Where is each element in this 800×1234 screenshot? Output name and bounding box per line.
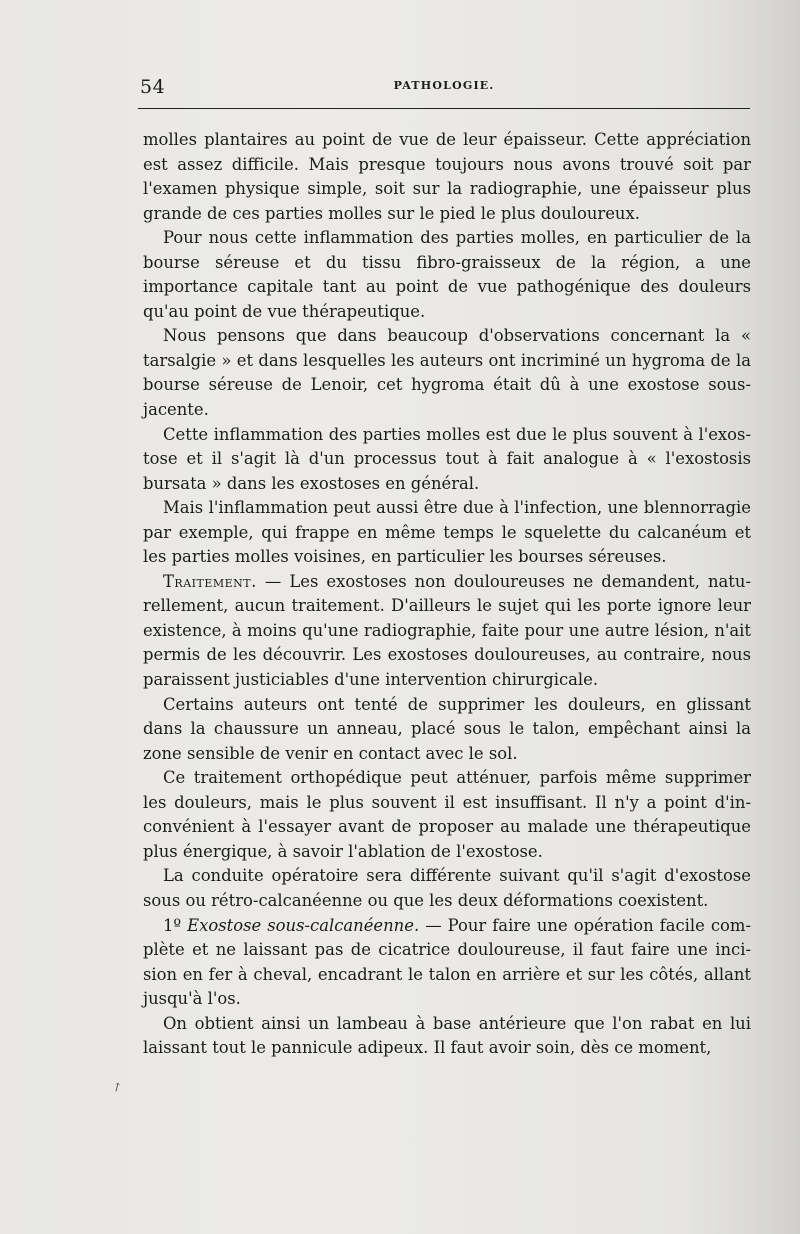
paragraph: Cette inflammation des parties molles est due le plus souvent à l'exostose et il s'agit là d'un processus tout à fait analogue à « l'exostosis bursata » dans les exostoses en général. [143,424,751,493]
paragraph: La conduite opératoire sera différente suivant qu'il s'agit d'exostose sous ou rétro-calcanéenne ou que les deux déformations coexistent. [143,866,751,910]
section-number: 1º [163,915,182,935]
paragraph: Pour nous cette inflammation des parties molles, en particulier de la bourse séreuse et du tissu fibro-graisseux de la région, a une importance capitale tant au point de vue pathogénique des douleurs qu'au point de vue thérapeutique. [143,228,751,321]
section-heading-exostose: Exostose sous-calcanéenne. [187,915,420,935]
paragraph-exostose [143,914,751,1012]
paragraph-text: — Pour faire une opération facile complète et ne laissant pas de cicatrice douloureuse, il faut faire une incision en fer à cheval, encadrant le talon en arrière et sur les côtés, allant jusqu'à l'os. [143,915,751,1009]
header-rule [138,108,750,109]
paragraph: Mais l'inflammation peut aussi être due à l'infection, une blennorragie par exemple, qui frappe en même temps le squelette du calcanéum et les parties molles voisines, en particulier les bourses séreuses. [143,498,751,567]
body-text [143,128,751,1061]
paragraph-traitement [143,570,751,693]
paragraph: Nous pensons que dans beaucoup d'observations concernant la « tarsalgie » et dans lesquelles les auteurs ont incriminé un hygroma de la bourse séreuse de Lenoir, cet hygroma était dû à une exostose sous-jacente. [143,326,751,420]
margin-mark: ↗ [109,1078,125,1096]
paragraph: On obtient ainsi un lambeau à base antérieure que l'on rabat en lui laissant tout le pannicule adipeux. Il faut avoir soin, dès ce moment, [143,1013,751,1058]
section-label-traitement: Traitement. [163,571,257,591]
page-number: 54 [140,76,166,98]
paragraph: Ce traitement orthopédique peut atténuer, parfois même supprimer les douleurs, mais le plus souvent il est insuffisant. Il n'y a point d'inconvénient à l'essayer avant de proposer au malade une thérapeutique plus énergique, à savoir l'ablation de l'exostose. [143,768,751,861]
paragraph: Certains auteurs ont tenté de supprimer les douleurs, en glissant dans la chaussure un anneau, placé sous le talon, empêchant ainsi la zone sensible de venir en contact avec le sol. [143,694,751,763]
paragraph-text: — Les exostoses non douloureuses ne demandent, naturellement, aucun traitement. D'ailleurs le sujet qui les porte ignore leur existence, à moins qu'une radiographie, faite pour une autre lésion, n'ait permis de les découvrir. Les exostoses douloureuses, au contraire, nous paraissent justiciables d'une intervention chirurgicale. [143,571,751,690]
running-head: PATHOLOGIE. [393,79,495,92]
paragraph: molles plantaires au point de vue de leur épaisseur. Cette appréciation est assez difficile. Mais presque toujours nous avons trouvé soit par l'examen physique simple, soit sur la radiographie, une épaisseur plus grande de ces parties molles sur le pied le plus douloureux. [143,130,751,223]
page-header [138,76,750,100]
